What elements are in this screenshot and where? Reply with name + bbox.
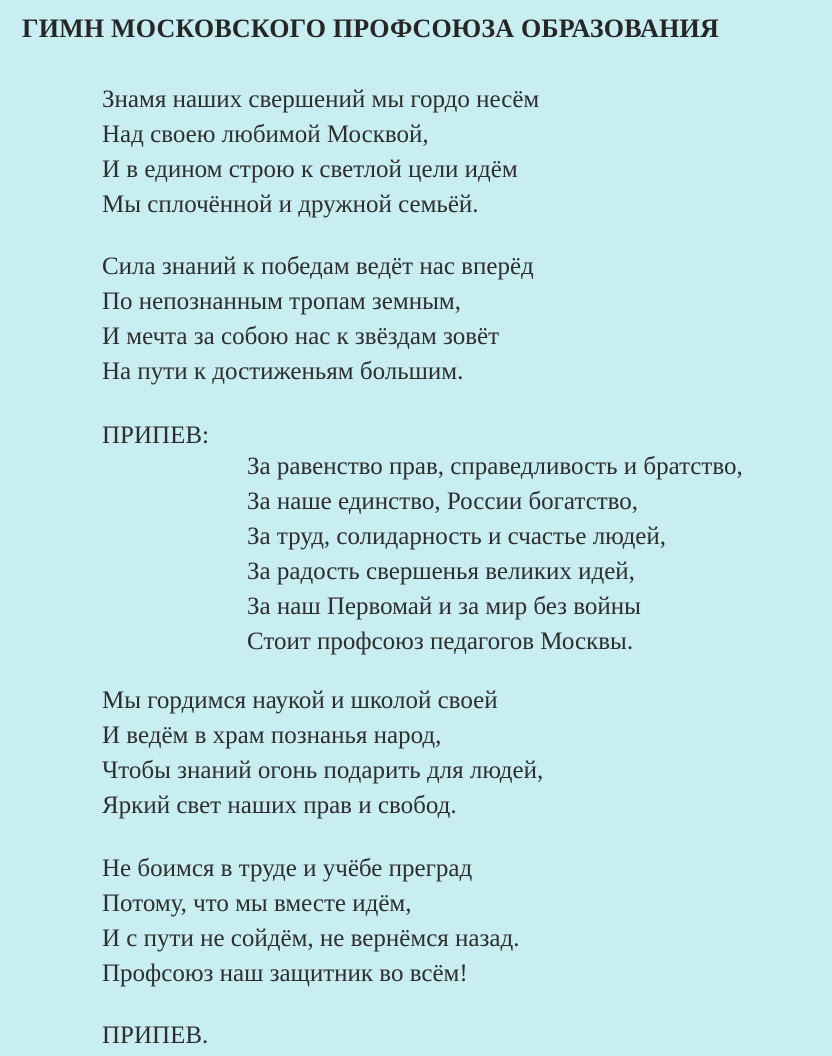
verse-line: Мы сплочённой и дружной семьёй. [102,191,479,218]
verse-line: И ведём в храм познанья народ, [102,722,442,749]
verse-line: Яркий свет наших прав и свобод. [102,792,457,819]
verse-line: Знамя наших свершений мы гордо несём [102,86,540,113]
chorus-line: За труд, солидарность и счастье людей, [247,523,667,550]
verse-line: Не боимся в труде и учёбе преград [102,855,473,882]
final-chorus-label: ПРИПЕВ. [102,1022,209,1049]
verse-line: Сила знаний к победам ведёт нас вперёд [102,253,534,280]
page-title: ГИМН МОСКОВСКОГО ПРОФСОЮЗА ОБРАЗОВАНИЯ [22,14,719,43]
verse-line: На пути к достиженьям большим. [102,358,464,385]
verse-line: И мечта за собою нас к звёздам зовёт [102,323,500,350]
verse-line: По непознанным тропам земным, [102,288,461,315]
chorus-line: За наше единство, России богатство, [247,488,639,515]
chorus-label: ПРИПЕВ: [102,422,209,449]
verse-line: Над своею любимой Москвой, [102,121,429,148]
verse-2 [102,249,534,389]
verse-1 [102,82,539,222]
chorus-line: За равенство прав, справедливость и братство, [247,453,743,480]
verse-line: И в едином строю к светлой цели идём [102,156,518,183]
verse-line: Мы гордимся наукой и школой своей [102,687,498,714]
verse-3 [102,683,543,823]
verse-line: И с пути не сойдём, не вернёмся назад. [102,925,520,952]
verse-line: Чтобы знаний огонь подарить для людей, [102,757,544,784]
verse-line: Профсоюз наш защитник во всём! [102,960,468,987]
verse-4 [102,851,519,991]
verse-line: Потому, что мы вместе идём, [102,890,412,917]
chorus-line: За наш Первомай и за мир без войны [247,593,641,620]
chorus-line: За радость свершенья великих идей, [247,558,635,585]
chorus [247,449,743,659]
chorus-line: Стоит профсоюз педагогов Москвы. [247,628,634,655]
